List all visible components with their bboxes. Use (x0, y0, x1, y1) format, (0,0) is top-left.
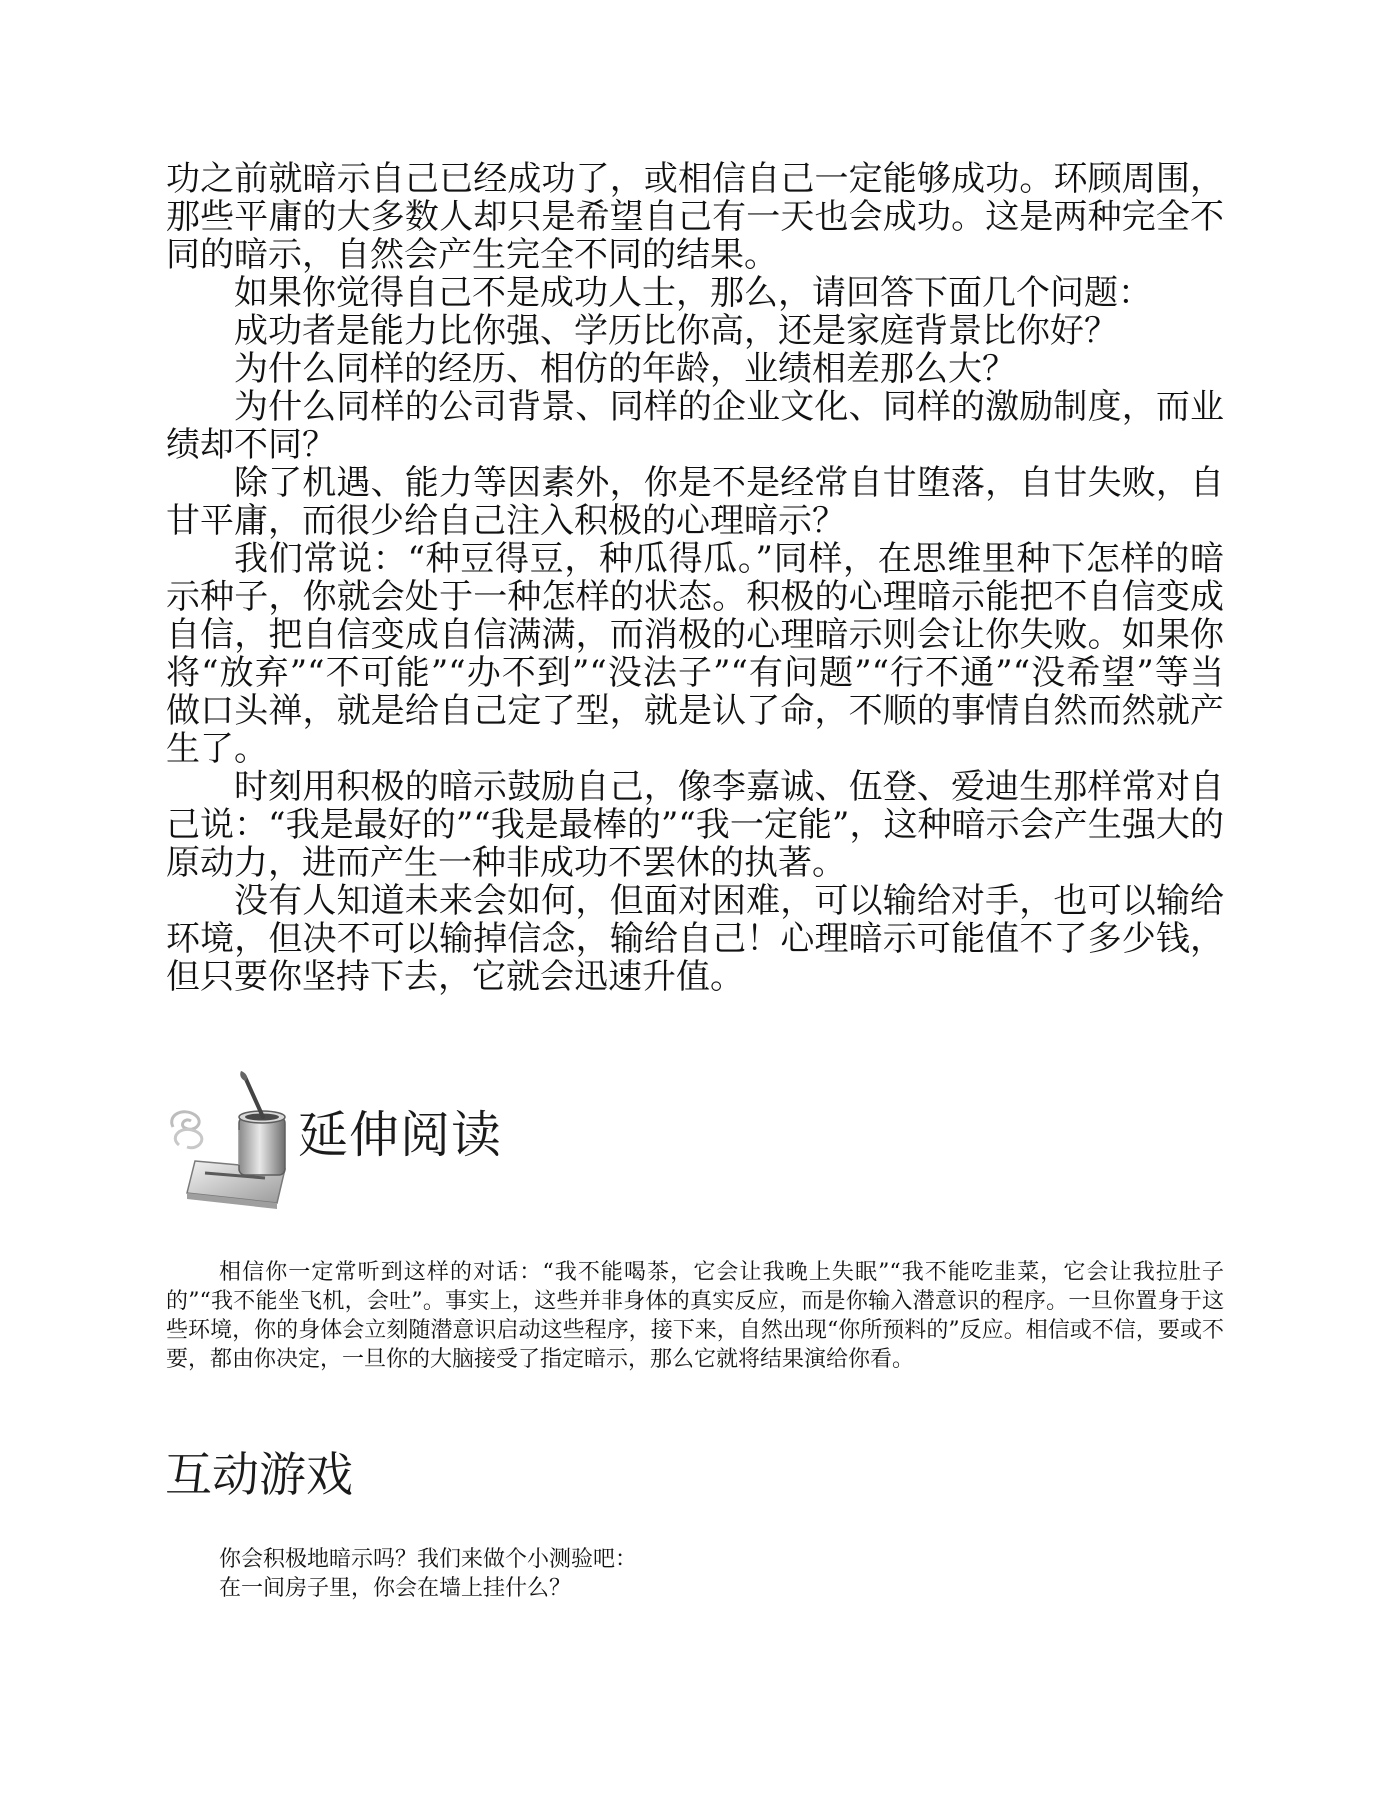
paragraph-5: 为什么同样的公司背景、同样的企业文化、同样的激励制度，而业绩却不同？ (166, 387, 1224, 465)
paragraph-6: 除了机遇、能力等因素外，你是不是经常自甘堕落，自甘失败，自甘平庸，而很少给自己注入积极的心理暗示？ (166, 463, 1224, 541)
paragraph-1: 功之前就暗示自己已经成功了，或相信自己一定能够成功。环顾周围，那些平庸的大多数人却只是希望自己有一天也会成功。这是两种完全不同的暗示，自然会产生完全不同的结果。 (166, 159, 1224, 275)
interactive-game-title: 互动游戏 (165, 1448, 353, 1503)
extended-reading-body (166, 1258, 1224, 1374)
paragraph-3: 成功者是能力比你强、学历比你高，还是家庭背景比你好？ (234, 311, 1118, 351)
main-text (166, 160, 1224, 996)
extended-reading-header (165, 1065, 965, 1215)
game-line-2: 在一间房子里，你会在墙上挂什么？ (219, 1576, 572, 1601)
game-line-1: 你会积极地暗示吗？我们来做个小测验吧： (219, 1547, 638, 1572)
paragraph-2: 如果你觉得自己不是成功人士，那么，请回答下面几个问题： (234, 273, 1152, 313)
paragraph-7: 我们常说：“种豆得豆，种瓜得瓜。”同样，在思维里种下怎样的暗示种子，你就会处于一种怎样的状态。积极的心理暗示能把不自信变成自信，把自信变成自信满满，而消极的心理暗示则会让你失败。如果你将“放弃”“不可能”“办不到”“没法子”“有问题”“行不通”“没希望”等当做口头禅，就是给自己定了型，就是认了命，不顺的事情自然而然就产生了。 (166, 539, 1224, 769)
extended-reading-text: 相信你一定常听到这样的对话：“我不能喝茶，它会让我晚上失眠”“我不能吃韭菜，它会让我拉肚子的”“我不能坐飞机，会吐”。事实上，这些并非身体的真实反应，而是你输入潜意识的程序。一旦你置身于这些环境，你的身体会立刻随潜意识启动这些程序，接下来，自然出现“你所预料的”反应。相信或不信，要或不要，都由你决定，一旦你的大脑接受了指定暗示，那么它就将结果演给你看。 (166, 1260, 1224, 1372)
extended-reading-title: 延伸阅读 (298, 1106, 502, 1164)
paragraph-4: 为什么同样的经历、相仿的年龄，业绩相差那么大？ (234, 349, 1016, 389)
interactive-game-body (219, 1545, 1219, 1603)
book-pen-cup-icon (165, 1065, 300, 1215)
paragraph-9: 没有人知道未来会如何，但面对困难，可以输给对手，也可以输给环境，但决不可以输掉信念，输给自己！心理暗示可能值不了多少钱，但只要你坚持下去，它就会迅速升值。 (166, 881, 1224, 997)
paragraph-8: 时刻用积极的暗示鼓励自己，像李嘉诚、伍登、爱迪生那样常对自己说：“我是最好的”“我是最棒的”“我一定能”，这种暗示会产生强大的原动力，进而产生一种非成功不罢休的执著。 (166, 767, 1224, 883)
